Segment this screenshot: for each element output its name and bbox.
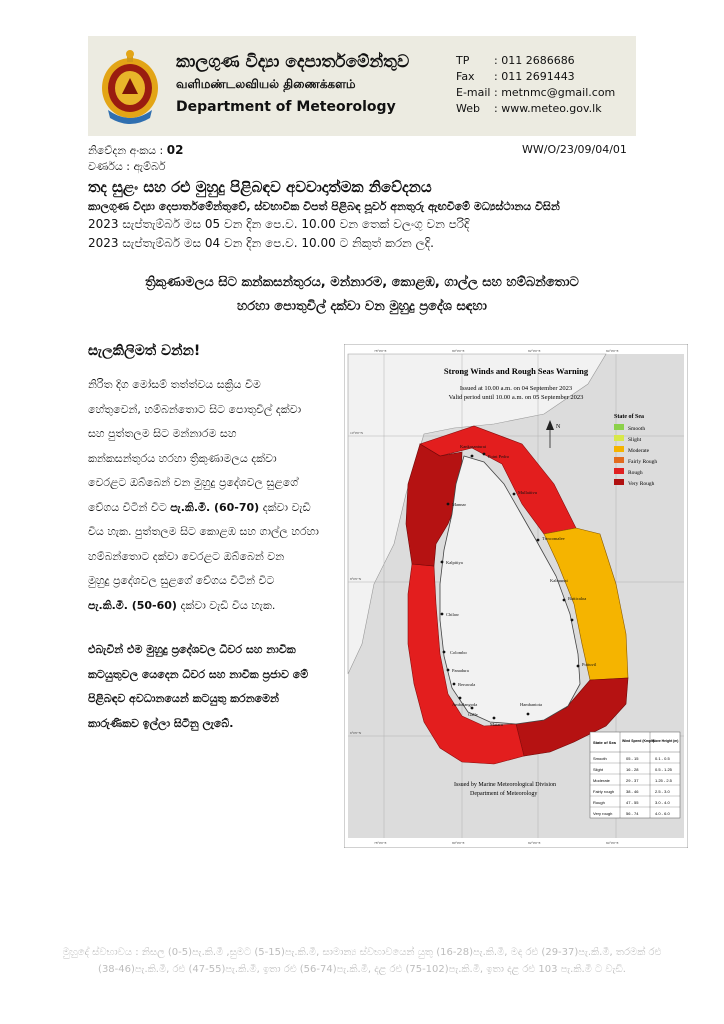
notice-valid-line: 2023 සැප්තැම්බර් මස 05 වන දින පෙ.ව. 10.00 වන තෙක් වලංගු වන පරිදි [88,217,470,231]
legend-title: State of Sea [614,414,644,420]
table-cell: Slight [593,767,604,772]
table-cell: Smooth [593,756,607,761]
table-cell: 29 - 37 [626,778,639,783]
wind-speed-range-2: පැ.කි.මී. (50-60) [88,598,177,612]
town-label: Kalpitiya [446,560,463,565]
sri-lanka-emblem-icon [100,48,160,124]
map-valid: Valid period until 10.00 a.m. on 05 September 2023 [448,394,584,401]
table-cell: 1.25 - 2.5 [655,778,672,783]
town-label: Kankasanturai [460,444,486,449]
contact-label: Web [456,102,480,115]
contact-value: : 011 2686686 [494,54,575,67]
tick-label: 82°0'0"E [528,841,541,845]
table-header: Wave Height (m) [652,739,679,743]
town-label: Panadura [452,668,469,673]
table-cell: 16 - 28 [626,767,639,772]
wind-speed-range-1: පැ.කි.මී. (60-70) [170,500,260,514]
contact-value: : 011 2691443 [494,70,575,83]
town-label: Ambalangoda [452,702,478,707]
para-line: එබැවින් එම මුහුදු ප්‍රදේශවල ධීවර සහ නාවික [88,643,296,656]
town-label: Batticaloa [568,596,587,601]
map-issued-dept: Department of Meteorology [470,791,538,797]
table-cell: Very rough [593,811,613,816]
warning-paragraph-2 [88,638,342,736]
tick-label: 82°0'0"E [528,349,541,353]
contact-value[interactable]: : www.meteo.gov.lk [494,102,602,115]
para-line: කාරුණිකව ඉල්ලා සිටිනු ලැබේ. [88,716,234,730]
notice-number [88,143,183,158]
tick-label: 80°0'0"E [452,349,465,353]
tick-label: 8°0'0"N [350,577,362,581]
legend-item: Very Rough [628,481,655,487]
table-cell: 3.0 - 4.0 [655,800,670,805]
legend-swatch [614,479,624,485]
para-line: නිරිත දිග මෝසම් තත්ත්වය සක්‍රිය වීම [88,378,261,391]
town-label: Matara [490,722,503,727]
town-label: Point Pedro [488,454,510,459]
para-line: සහ පුත්තලම සිට මන්නාරම සහ [88,427,237,440]
para-line: මුහුදු ප්‍රදේශවල සුළගේ වේගය විටින් විට [88,574,275,587]
table-cell: 4.0 - 6.0 [655,811,670,816]
table-cell: 0.5 - 1.25 [655,767,672,772]
sea-warning-map [344,344,688,848]
legend-item: Fairly Rough [628,459,658,465]
dept-name-sinhala: කාලගුණ විද්‍යා දෙපාර්තමේන්තුව [176,52,410,72]
legend-swatch [614,468,624,474]
legend-swatch [614,446,624,452]
town-label: Hambantota [520,702,542,707]
table-cell: Moderate [593,778,610,783]
town-label: Galle [468,712,478,717]
table-cell: 0.1 - 0.5 [655,756,670,761]
area-line-2: හරහා පොතුවිල් දක්වා වන මුහුදු ප්‍රදේශ සඳහා [237,299,487,314]
notice-issued-line: 2023 සැප්තැම්බර් මස 04 වන දින පෙ.ව. 10.00 ට නිකුත් කරන ලදි. [88,236,434,250]
legend-item: Rough [628,470,643,476]
para-line: විය හැක. පුත්තලම සිට කොළඹ සහ ගාල්ල හරහා [88,525,319,538]
notice-reference: WW/O/23/09/04/01 [522,143,627,156]
tick-label: 10°0'0"N [350,431,363,435]
table-cell: 56 - 74 [626,811,639,816]
table-cell: Rough [593,800,605,805]
town-label: Trincomalee [542,536,565,541]
town-label: Pottuvil [582,662,597,667]
para-line: කන්කසන්තුරය හරහා ත්‍රිකුණාමලය දක්වා [88,451,277,465]
table-cell: 05 - 15 [626,756,639,761]
town-label: Kalmunai [550,578,568,583]
tick-label: 78°0'0"E [374,349,387,353]
north-arrow-label: N [556,424,561,430]
notice-subtitle: කාලගුණ විද්‍යා දෙපාර්තමේන්තුවේ, ස්වභාවික විපත් පිළිබඳ පූර්ව අනතුරු ඇඟවීමේ මධ්‍යස්ථානය විසින් [88,200,560,213]
sea-state-footnote: මුහුදේ ස්වභාවය : නිසල (0-5)පැ.කි.මී ,සුමට (5-15)පැ.කි.මී, සාමාන්‍ය ස්වභාවයෙන් යුතු (16-28)පැ.කි.මී, මද රළු (29-37)පැ.කි.මී, තරමක් රළු (38-46)පැ.කි.මී, රළු (47-55)පැ.කි.මී, ඉතා රළු (56-74)පැ.කි.මී, දළ රළු (75-102)පැ.කි.මී, ඉතා දළ රළු 103 පැ.කි.මී ට වැඩි. [62,947,662,975]
para-text: දක්වා වැඩි විය හැක. [176,598,276,612]
table-header: Wind Speed (Kmph) [622,739,655,743]
contact-label: TP [456,54,470,67]
para-line: වෙරළට ඔබ්බෙන් වන මුහුදු ප්‍රදේශවල සුළගේ [88,476,299,489]
para-line [88,496,342,521]
para-line: හේතුවෙන්, හම්බන්තොට සිට පොතුවිල් දක්වා [88,402,302,416]
town-label: Beruwala [458,682,476,687]
tick-label: 84°0'0"E [606,349,619,353]
table-cell: 38 - 46 [626,789,639,794]
dept-name-english: Department of Meteorology [176,99,396,115]
notice-category: වර්ණය : ඇම්බර් [88,160,166,173]
para-text: වේගය විටින් විට [88,500,171,514]
table-cell: 2.5 - 3.0 [655,789,670,794]
map-title: Strong Winds and Rough Seas Warning [443,366,589,376]
contact-label: Fax [456,70,475,83]
warning-paragraph-1 [88,373,342,618]
para-line: කටයුතුවල යෙදෙන ධීවර සහ නාවික ප්‍රජාව මේ [88,667,309,681]
legend-swatch [614,457,624,463]
caution-heading: සැලකිලිමත් වන්න! [88,343,201,359]
legend-item: Slight [628,437,642,443]
legend-swatch [614,424,624,430]
contact-label: E-mail [456,86,491,99]
legend-item: Smooth [628,426,646,432]
notice-title: තද සුළං සහ රළු මුහුදු පිළිබඳව අවවාදාත්මක නිවේදනය [88,178,432,196]
para-line: පිළිබඳව අවධානයෙන් කටයුතු කරනමෙන් [88,692,279,705]
town-label: Chilaw [446,612,459,617]
legend-swatch [614,435,624,441]
table-header: State of Sea [593,740,616,745]
table-cell: Fairly rough [593,789,615,794]
sea-state-table [590,732,680,818]
map-issued-by: Issued by Marine Meteorological Division [454,782,556,788]
para-line: හම්බන්තොට දක්වා වෙරළට ඔබ්බෙන් වන [88,549,285,563]
notice-number-label: නිවේදන අංකය : [88,144,164,157]
tick-label: 80°0'0"E [452,841,465,845]
dept-name-tamil: வளிமண்டலவியல் திணைக்களம் [176,77,356,91]
notice-number-value: 02 [166,143,184,157]
town-label: Mullaitivu [518,490,537,495]
para-line [88,594,342,619]
map-issued: Issued at 10.00 a.m. on 04 September 2023 [459,385,573,392]
contact-value[interactable]: : metnmc@gmail.com [494,86,616,99]
para-text: දක්වා වැඩි [259,500,311,514]
tick-label: 78°0'0"E [374,841,387,845]
town-label: Mannar [452,502,466,507]
tick-label: 84°0'0"E [606,841,619,845]
table-cell: 47 - 55 [626,800,639,805]
town-label: Colombo [450,650,467,655]
area-line-1: ත්‍රිකුණාමලය සිට කන්කසන්තුරය, මන්නාරම, කොළඹ, ගාල්ල සහ හම්බන්තොට [145,275,579,290]
tick-label: 6°0'0"N [350,731,362,735]
legend-item: Moderate [628,448,650,454]
